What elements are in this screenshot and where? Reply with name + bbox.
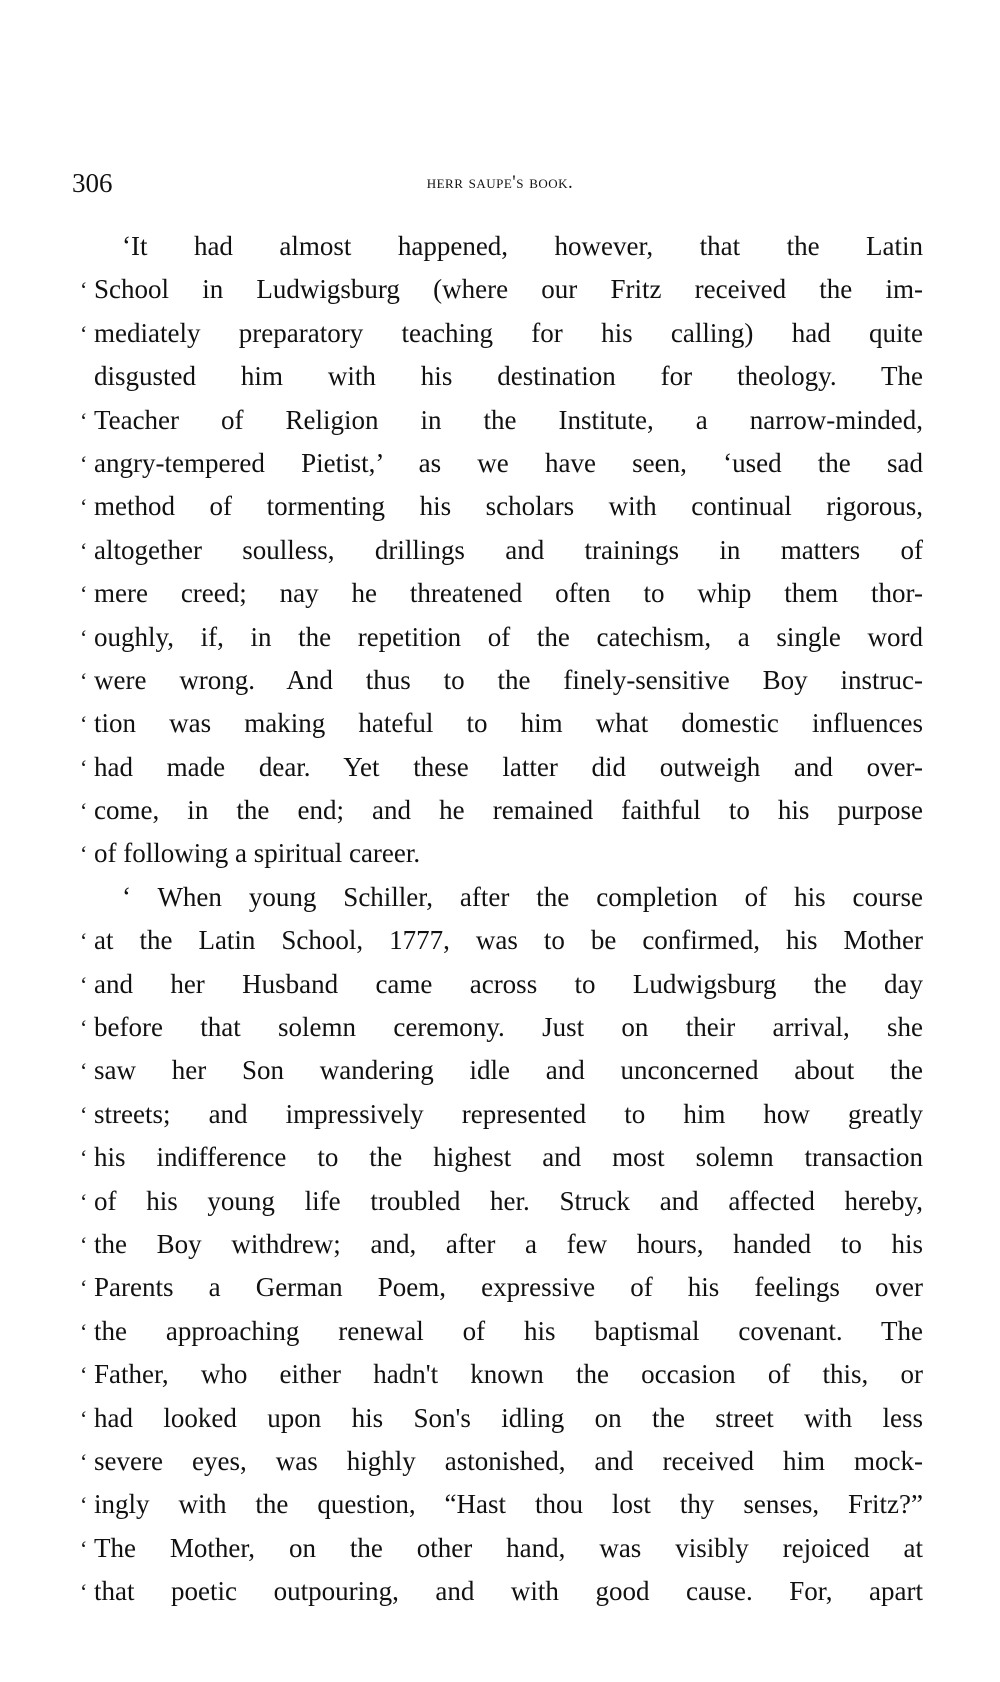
text-line [80,1527,923,1570]
quote-mark: ‘ [80,1145,88,1171]
text-line [80,1136,923,1179]
quote-mark: ‘ [80,667,88,693]
quote-mark: ‘ [80,1535,88,1561]
quote-mark: ‘ [80,1275,88,1301]
line-text: method of tormenting his scholars with continual rigorous, [94,491,923,522]
text-line [80,1440,923,1483]
line-text: Father, who either hadn't known the occasion of this, or [94,1359,923,1390]
text-line [80,529,923,572]
line-text: tion was making hateful to him what domestic influences [94,708,923,739]
line-text: had made dear. Yet these latter did outweigh and over- [94,751,923,782]
text-line [80,1006,923,1049]
text-line [80,572,923,615]
quote-mark: ‘ [80,1362,88,1388]
quote-mark: ‘ [80,1492,88,1518]
text-line [80,1093,923,1136]
line-text: mediately preparatory teaching for his calling) had quite [94,317,923,348]
text-line [80,1310,923,1353]
text-line [80,485,923,528]
text-line [80,746,923,789]
line-text: that poetic outpouring, and with good cause. For, apart [94,1576,923,1607]
quote-mark: ‘ [80,1231,88,1257]
line-text: School in Ludwigsburg (where our Fritz received the im- [94,274,923,305]
line-text: severe eyes, was highly astonished, and received him mock- [94,1445,923,1476]
line-text: come, in the end; and he remained faithful to his purpose [94,795,923,826]
text-line [80,399,923,442]
quote-mark: ‘ [80,841,88,867]
quote-mark: ‘ [80,1058,88,1084]
text-line [80,442,923,485]
text-line [80,876,923,919]
quote-mark: ‘ [80,1101,88,1127]
line-text: and her Husband came across to Ludwigsburg the day [94,968,923,999]
text-line [80,1353,923,1396]
line-text: the Boy withdrew; and, after a few hours, handed to his [94,1228,923,1259]
text-line [80,832,923,875]
text-line [80,268,923,311]
quote-mark: ‘ [80,928,88,954]
text-line [80,963,923,1006]
text-line [80,789,923,832]
quote-mark: ‘ [80,581,88,607]
text-line [80,225,923,268]
quote-mark: ‘ [80,407,88,433]
running-head: herr saupe's book. [426,172,574,193]
text-line [80,1223,923,1266]
text-line [80,1180,923,1223]
line-text: ‘It had almost happened, however, that the Latin [122,231,923,261]
quote-mark: ‘ [80,450,88,476]
text-line [80,1266,923,1309]
line-text: had looked upon his Son's idling on the street with less [94,1402,923,1433]
text-line [80,919,923,962]
body-text [80,225,923,1614]
quote-mark: ‘ [80,1405,88,1431]
quote-mark: ‘ [80,537,88,563]
line-text: at the Latin School, 1777, was to be confirmed, his Mother [94,925,923,956]
quote-mark: ‘ [80,711,88,737]
text-line [80,312,923,355]
line-text: before that solemn ceremony. Just on their arrival, she [94,1012,923,1043]
text-line [80,659,923,702]
line-text: streets; and impressively represented to him how greatly [94,1098,923,1129]
line-text: ingly with the question, “Hast thou lost thy senses, Fritz?” [94,1489,923,1520]
quote-mark: ‘ [80,277,88,303]
line-text: of following a spiritual career. [94,838,421,869]
line-text: altogether soulless, drillings and trainings in matters of [94,534,923,565]
line-text: Parents a German Poem, expressive of his feelings over [94,1272,923,1303]
quote-mark: ‘ [80,798,88,824]
line-text: the approaching renewal of his baptismal covenant. The [94,1315,923,1346]
text-line [80,1397,923,1440]
line-text: disgusted him with his destination for theology. The [94,361,923,392]
quote-mark: ‘ [80,1318,88,1344]
text-line [80,702,923,745]
quote-mark: ‘ [80,494,88,520]
quote-mark: ‘ [80,1579,88,1605]
quote-mark: ‘ [80,624,88,650]
quote-mark: ‘ [80,1015,88,1041]
line-text: ‘ When young Schiller, after the completion of his course [122,881,923,912]
line-text: mere creed; nay he threatened often to whip them thor- [94,578,923,609]
quote-mark: ‘ [80,971,88,997]
line-text: angry-tempered Pietist,’ as we have seen, ‘used the sad [94,447,923,478]
line-text: were wrong. And thus to the finely-sensitive Boy instruc- [94,664,923,695]
text-line [80,1483,923,1526]
line-text: The Mother, on the other hand, was visibly rejoiced at [94,1532,923,1563]
page-number: 306 [72,168,113,198]
text-line [80,1049,923,1092]
line-text: of his young life troubled her. Struck and affected hereby, [94,1185,923,1216]
text-line [80,616,923,659]
line-text: saw her Son wandering idle and unconcerned about the [94,1055,923,1086]
line-text: Teacher of Religion in the Institute, a narrow-minded, [94,404,923,435]
text-line [80,1570,923,1613]
line-text: oughly, if, in the repetition of the catechism, a single word [94,621,923,652]
quote-mark: ‘ [80,1448,88,1474]
text-line [80,355,923,398]
quote-mark: ‘ [80,754,88,780]
line-text: his indifference to the highest and most solemn transaction [94,1142,923,1173]
quote-mark: ‘ [80,320,88,346]
quote-mark: ‘ [80,1188,88,1214]
